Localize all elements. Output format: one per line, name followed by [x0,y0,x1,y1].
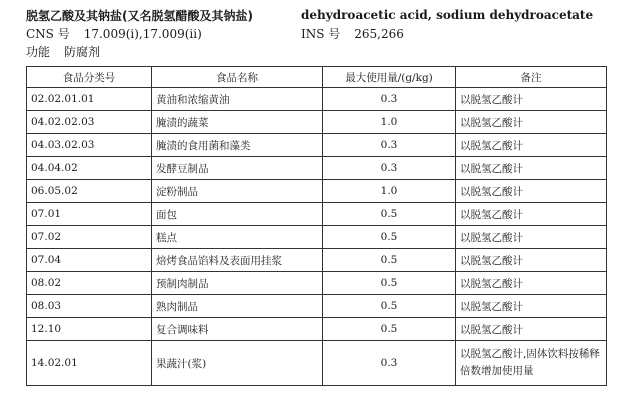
cell-food-name: 果蔬汁(浆) [152,341,323,386]
cns-code [26,25,301,42]
column-header-category-code: 食品分类号 [27,67,152,88]
cell-remarks: 以脱氢乙酸计 [456,318,607,341]
cell-category-code: 04.03.02.03 [27,134,152,157]
table-header-row [27,67,607,88]
cell-remarks: 以脱氢乙酸计 [456,226,607,249]
cell-remarks: 以脱氢乙酸计 [456,203,607,226]
column-header-max-usage: 最大使用量/(g/kg) [323,67,456,88]
function-row [26,42,630,60]
cell-max-usage: 0.5 [323,226,456,249]
cell-max-usage: 0.5 [323,295,456,318]
table-row [27,295,607,318]
table-row [27,341,607,386]
cns-label: CNS 号 [26,26,70,41]
cell-food-name: 腌渍的蔬菜 [152,111,323,134]
document-header [26,6,630,60]
cell-max-usage: 0.5 [323,318,456,341]
cell-max-usage: 0.3 [323,341,456,386]
cns-value: 17.009(i),17.009(ii) [83,26,202,41]
table-row [27,88,607,111]
cell-remarks: 以脱氢乙酸计 [456,180,607,203]
cell-category-code: 04.02.02.03 [27,111,152,134]
cell-remarks: 以脱氢乙酸计 [456,249,607,272]
cell-food-name: 发酵豆制品 [152,157,323,180]
ins-value: 265,266 [354,26,404,41]
cell-category-code: 07.04 [27,249,152,272]
cell-remarks: 以脱氢乙酸计 [456,134,607,157]
cell-food-name: 糕点 [152,226,323,249]
cell-max-usage: 1.0 [323,180,456,203]
cell-food-name: 熟肉制品 [152,295,323,318]
ins-code [301,25,630,42]
table-row [27,203,607,226]
title-english: dehydroacetic acid, sodium dehydroacetate [301,8,594,22]
cell-category-code: 08.03 [27,295,152,318]
table-row [27,226,607,249]
cell-max-usage: 0.5 [323,272,456,295]
table-row [27,249,607,272]
cell-remarks: 以脱氢乙酸计,固体饮料按稀释倍数增加使用量 [456,341,607,386]
table-row [27,180,607,203]
cell-max-usage: 0.5 [323,203,456,226]
cell-max-usage: 1.0 [323,111,456,134]
function-label: 功能 [26,44,51,59]
cell-category-code: 06.05.02 [27,180,152,203]
cell-food-name: 焙烤食品馅料及表面用挂浆 [152,249,323,272]
table-row [27,272,607,295]
ins-label: INS 号 [301,26,341,41]
table-row [27,318,607,341]
table-row [27,134,607,157]
cell-remarks: 以脱氢乙酸计 [456,157,607,180]
cell-food-name: 黄油和浓缩黄油 [152,88,323,111]
cell-category-code: 12.10 [27,318,152,341]
cell-food-name: 复合调味料 [152,318,323,341]
cell-remarks: 以脱氢乙酸计 [456,272,607,295]
cell-max-usage: 0.5 [323,249,456,272]
cell-food-name: 腌渍的食用菌和藻类 [152,134,323,157]
title-row [26,6,630,24]
cell-food-name: 淀粉制品 [152,180,323,203]
column-header-food-name: 食品名称 [152,67,323,88]
cell-category-code: 07.01 [27,203,152,226]
usage-table [26,66,607,386]
cell-max-usage: 0.3 [323,88,456,111]
function-value: 防腐剂 [64,44,101,59]
cell-category-code: 02.02.01.01 [27,88,152,111]
cell-category-code: 08.02 [27,272,152,295]
cell-food-name: 预制肉制品 [152,272,323,295]
table-row [27,111,607,134]
cell-remarks: 以脱氢乙酸计 [456,295,607,318]
cell-category-code: 14.02.01 [27,341,152,386]
cell-remarks: 以脱氢乙酸计 [456,111,607,134]
cell-category-code: 04.04.02 [27,157,152,180]
column-header-remarks: 备注 [456,67,607,88]
cell-max-usage: 0.3 [323,157,456,180]
cell-category-code: 07.02 [27,226,152,249]
title-chinese: 脱氢乙酸及其钠盐(又名脱氢醋酸及其钠盐) [26,8,253,23]
code-row [26,24,630,42]
cell-max-usage: 0.3 [323,134,456,157]
table-row [27,157,607,180]
cell-food-name: 面包 [152,203,323,226]
cell-remarks: 以脱氢乙酸计 [456,88,607,111]
